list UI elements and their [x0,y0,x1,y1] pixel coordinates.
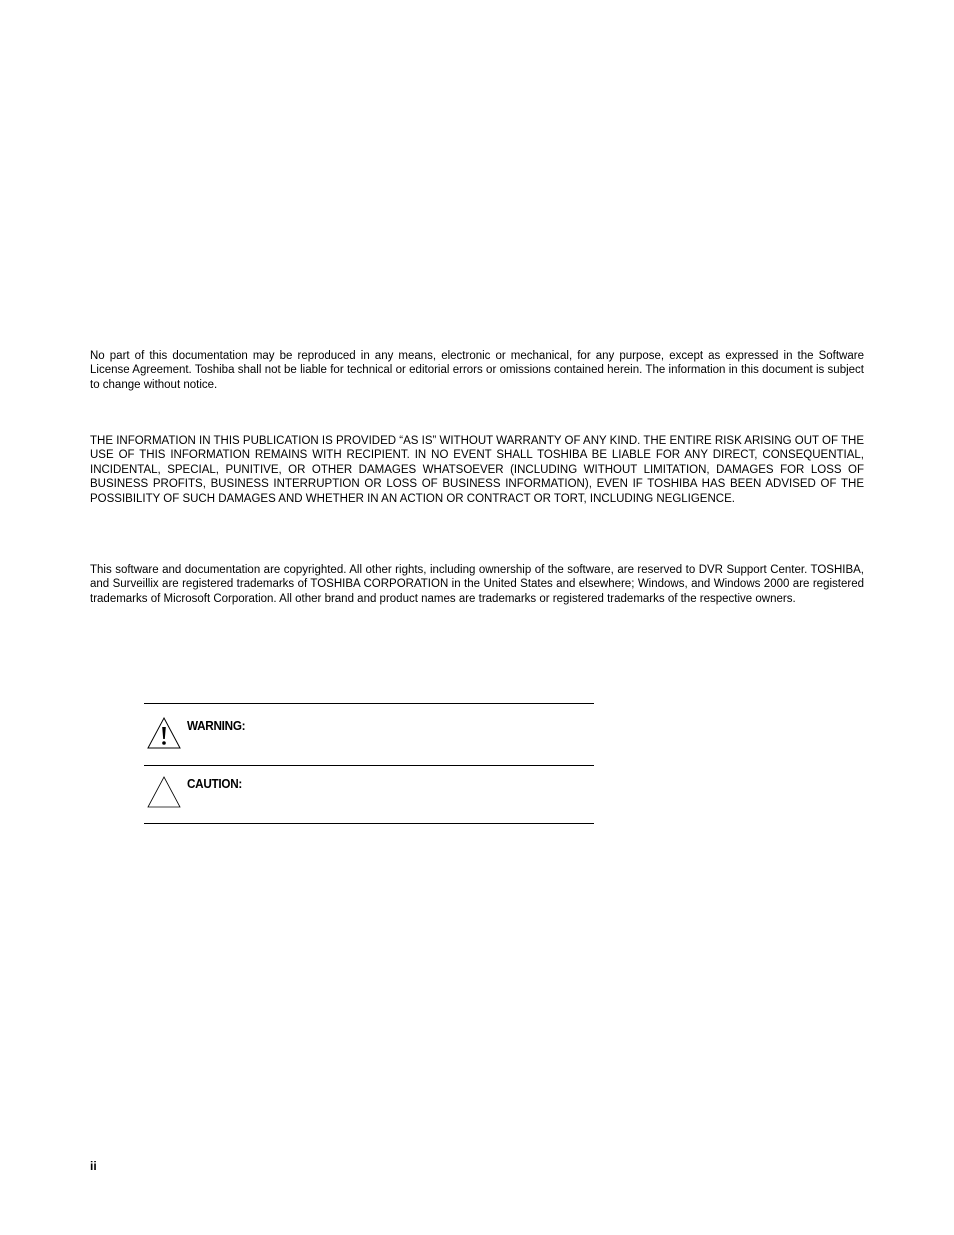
warning-row [144,703,594,765]
warning-exclamation-triangle-icon [146,716,182,750]
notice-legend [144,703,594,824]
warning-label: WARNING: [187,718,246,733]
reproduction-notice: No part of this documentation may be reproduced in any means, electronic or mechanical, for any purpose, except as expressed in the Software License Agreement. Toshiba shall not be liable for technical or editorial errors or omissions contained herein. The information in this document is subject to change without notice. [90,350,864,391]
caution-label: CAUTION: [187,776,243,791]
caution-row [144,765,594,824]
warranty-disclaimer: THE INFORMATION IN THIS PUBLICATION IS PROVIDED “AS IS” WITHOUT WARRANTY OF ANY KIND. THE ENTIRE RISK ARISING OUT OF THE USE OF THIS INFORMATION REMAINS WITH RECIPIENT. IN NO EVENT SHALL TOSHIBA BE LIABLE FOR ANY DIRECT, CONSEQUENTIAL, INCIDENTAL, SPECIAL, PUNITIVE, OR OTHER DAMAGES WHATSOEVER (INCLUDING WITHOUT LIMITATION, DAMAGES FOR LOSS OF BUSINESS PROFITS, BUSINESS INTERRUPTION OR LOSS OF BUSINESS INFORMATION), EVEN IF TOSHIBA HAS BEEN ADVISED OF THE POSSIBILITY OF SUCH DAMAGES AND WHETHER IN AN ACTION OR CONTRACT OR TORT, INCLUDING NEGLIGENCE. [90,435,864,505]
copyright-notice: This software and documentation are copyrighted. All other rights, including ownership of the software, are reserved to DVR Support Center. TOSHIBA, and Surveillix are registered trademarks of TOSHIBA CORPORATION in the United States and elsewhere; Windows, and Windows 2000 are registered trademarks of Microsoft Corporation. All other brand and product names are trademarks or registered trademarks of the respective owners. [90,564,864,605]
page-number: ii [90,1159,97,1173]
caution-triangle-icon [146,775,182,809]
